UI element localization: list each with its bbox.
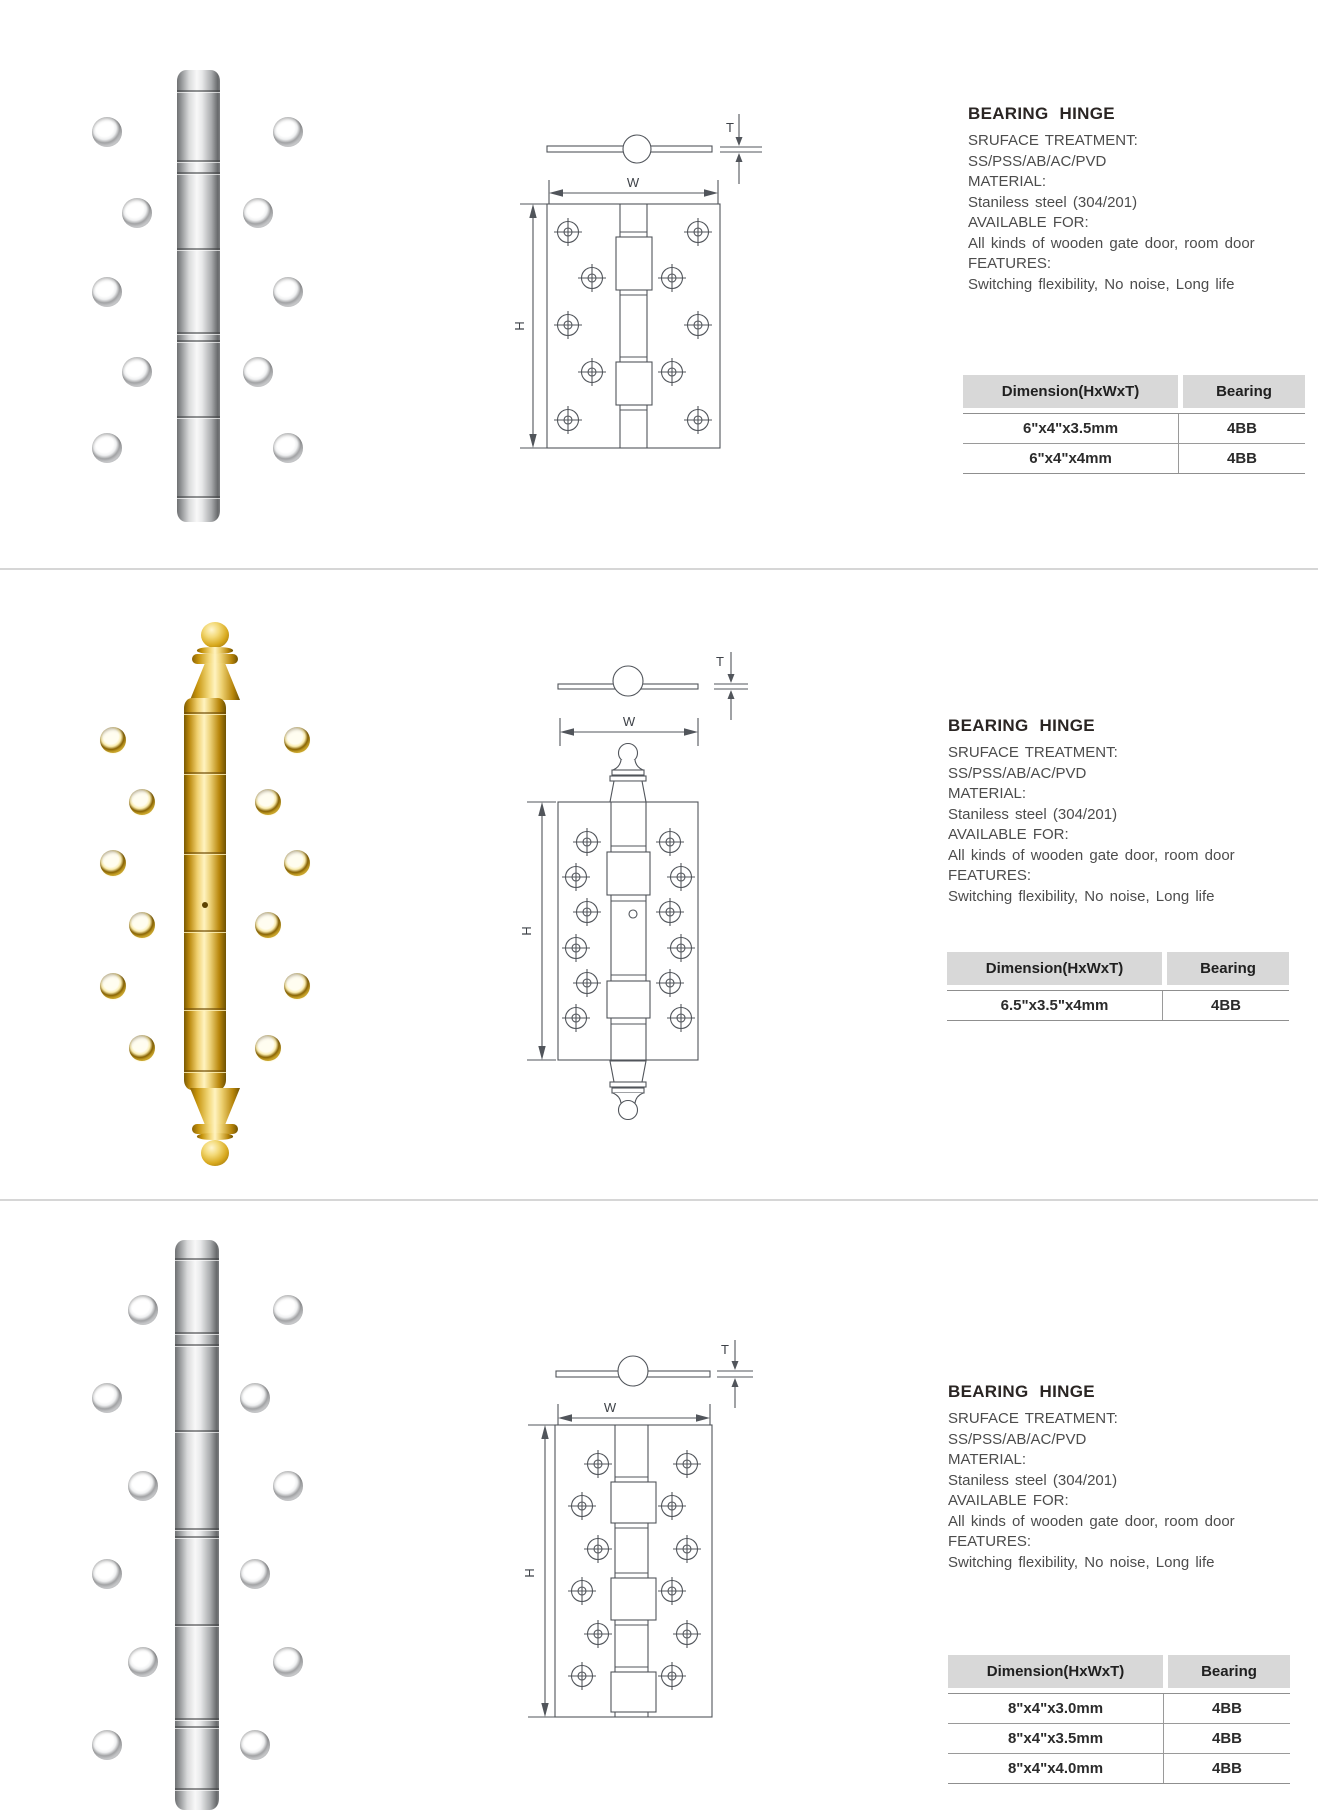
dimension-thickness <box>720 114 762 184</box>
screw-hole <box>92 1559 122 1589</box>
product-title: BEARING HINGE <box>948 1382 1095 1401</box>
screw-hole <box>273 1647 303 1677</box>
spec-line: SS/PSS/AB/AC/PVD <box>968 152 1107 170</box>
spec-line: AVAILABLE FOR: <box>948 1492 1069 1509</box>
dimension-cell: 6"x4"x3.5mm <box>963 414 1179 443</box>
screw-hole <box>92 117 122 147</box>
screw-hole <box>122 198 152 228</box>
hinge-diagram-6in <box>440 100 780 460</box>
spec-line: MATERIAL: <box>948 785 1027 802</box>
spec-line: SS/PSS/AB/AC/PVD <box>948 1430 1087 1448</box>
height-label: H <box>522 1568 537 1578</box>
screw-hole <box>255 789 281 815</box>
spec-line: Staniless steel (304/201) <box>948 805 1118 823</box>
bearing-cell: 4BB <box>1226 450 1257 467</box>
screw-hole <box>129 912 155 938</box>
hinge-barrel <box>184 698 226 1090</box>
product-info <box>948 716 1293 907</box>
screw-hole <box>92 1730 122 1760</box>
spec-line: FEATURES: <box>968 255 1052 272</box>
screw-hole <box>240 1730 270 1760</box>
screw-hole <box>129 789 155 815</box>
dimension-height <box>512 204 549 448</box>
hinge-barrel <box>175 1240 219 1810</box>
screw-hole <box>273 277 303 307</box>
screw-hole <box>129 1035 155 1061</box>
hinge-diagram-8in <box>430 1335 790 1730</box>
height-label: H <box>512 321 527 331</box>
screw-hole <box>92 277 122 307</box>
screw-hole <box>100 850 126 876</box>
screw-hole <box>284 850 310 876</box>
column-header-bearing: Bearing <box>1183 375 1305 408</box>
finial-ball <box>201 1140 229 1166</box>
product-info <box>968 104 1313 295</box>
column-header-dimension: Dimension(HxWxT) <box>948 1655 1163 1688</box>
screw-hole <box>240 1383 270 1413</box>
screw-hole <box>273 117 303 147</box>
section-separator <box>0 1199 1318 1201</box>
screw-hole <box>128 1295 158 1325</box>
column-header-dimension: Dimension(HxWxT) <box>963 375 1178 408</box>
column-header-bearing: Bearing <box>1167 952 1289 985</box>
product-info <box>948 1382 1293 1573</box>
bearing-cell: 4BB <box>1226 420 1257 437</box>
width-label: W <box>622 714 636 729</box>
hinge-barrel <box>177 70 220 522</box>
table-row <box>947 991 1289 1020</box>
dimension-cell: 8"x4"x4.0mm <box>948 1754 1164 1783</box>
dimension-height <box>519 802 556 1060</box>
dimension-cell: 8"x4"x3.5mm <box>948 1724 1164 1753</box>
spec-line: Staniless steel (304/201) <box>968 193 1138 211</box>
product-title: BEARING HINGE <box>968 104 1115 123</box>
dimension-thickness <box>717 1340 753 1408</box>
screw-hole <box>122 357 152 387</box>
spec-line: SRUFACE TREATMENT: <box>968 132 1138 149</box>
spec-line: All kinds of wooden gate door, room door <box>968 234 1255 252</box>
diagram-top-view <box>556 1356 710 1386</box>
screw-hole <box>92 1383 122 1413</box>
dimension-width <box>560 714 698 746</box>
table-row <box>948 1724 1290 1754</box>
diagram-top-view <box>558 666 698 696</box>
spec-line: Switching flexibility, No noise, Long life <box>948 1553 1215 1571</box>
screw-hole <box>284 727 310 753</box>
width-label: W <box>603 1400 617 1415</box>
spec-table <box>963 375 1305 474</box>
dimension-thickness <box>714 652 748 720</box>
spec-line: FEATURES: <box>948 867 1032 884</box>
spec-line: SRUFACE TREATMENT: <box>948 1410 1118 1427</box>
screw-hole <box>273 433 303 463</box>
column-header-bearing: Bearing <box>1168 1655 1290 1688</box>
bearing-cell: 4BB <box>1211 1760 1242 1777</box>
screw-hole <box>240 1559 270 1589</box>
section-separator <box>0 568 1318 570</box>
dimension-height <box>522 1425 558 1717</box>
spec-line: SS/PSS/AB/AC/PVD <box>948 764 1087 782</box>
screw-hole <box>128 1471 158 1501</box>
spec-line: FEATURES: <box>948 1533 1032 1550</box>
spec-line: Staniless steel (304/201) <box>948 1471 1118 1489</box>
thickness-label: T <box>716 654 724 669</box>
bearing-cell: 4BB <box>1211 1700 1242 1717</box>
spec-line: All kinds of wooden gate door, room door <box>948 1512 1235 1530</box>
spec-line: AVAILABLE FOR: <box>948 826 1069 843</box>
hinge-diagram-6half-in <box>440 600 780 1180</box>
pin-hole <box>202 902 208 908</box>
bearing-cell: 4BB <box>1211 1730 1242 1747</box>
column-header-dimension: Dimension(HxWxT) <box>947 952 1162 985</box>
spec-line: AVAILABLE FOR: <box>968 214 1089 231</box>
table-row <box>948 1694 1290 1724</box>
screw-hole <box>255 912 281 938</box>
spec-line: SRUFACE TREATMENT: <box>948 744 1118 761</box>
screw-hole <box>284 973 310 999</box>
bearing-cell: 4BB <box>1210 997 1241 1014</box>
dimension-width <box>549 175 718 206</box>
screw-hole <box>92 433 122 463</box>
spec-line: Switching flexibility, No noise, Long life <box>968 275 1235 293</box>
screw-hole <box>243 198 273 228</box>
screw-hole <box>128 1647 158 1677</box>
spec-table <box>948 1655 1290 1784</box>
thickness-label: T <box>726 120 734 135</box>
spec-line: All kinds of wooden gate door, room door <box>948 846 1235 864</box>
dimension-cell: 8"x4"x3.0mm <box>948 1694 1164 1723</box>
table-row <box>948 1754 1290 1783</box>
finial-ball <box>201 622 229 648</box>
screw-hole <box>100 727 126 753</box>
dimension-cell: 6"x4"x4mm <box>963 444 1179 473</box>
spec-table <box>947 952 1289 1021</box>
height-label: H <box>519 926 534 936</box>
dimension-cell: 6.5"x3.5"x4mm <box>947 991 1163 1020</box>
thickness-label: T <box>721 1342 729 1357</box>
screw-hole <box>273 1471 303 1501</box>
screw-hole <box>255 1035 281 1061</box>
width-label: W <box>626 175 640 190</box>
finial-top-drawing <box>610 744 646 803</box>
spec-line: MATERIAL: <box>968 173 1047 190</box>
table-row <box>963 444 1305 473</box>
spec-line: Switching flexibility, No noise, Long life <box>948 887 1215 905</box>
screw-hole <box>243 357 273 387</box>
spec-line: MATERIAL: <box>948 1451 1027 1468</box>
screw-hole <box>100 973 126 999</box>
table-row <box>963 414 1305 444</box>
diagram-top-view <box>547 135 712 163</box>
screw-hole <box>273 1295 303 1325</box>
finial-bottom-drawing <box>610 1061 646 1120</box>
product-title: BEARING HINGE <box>948 716 1095 735</box>
